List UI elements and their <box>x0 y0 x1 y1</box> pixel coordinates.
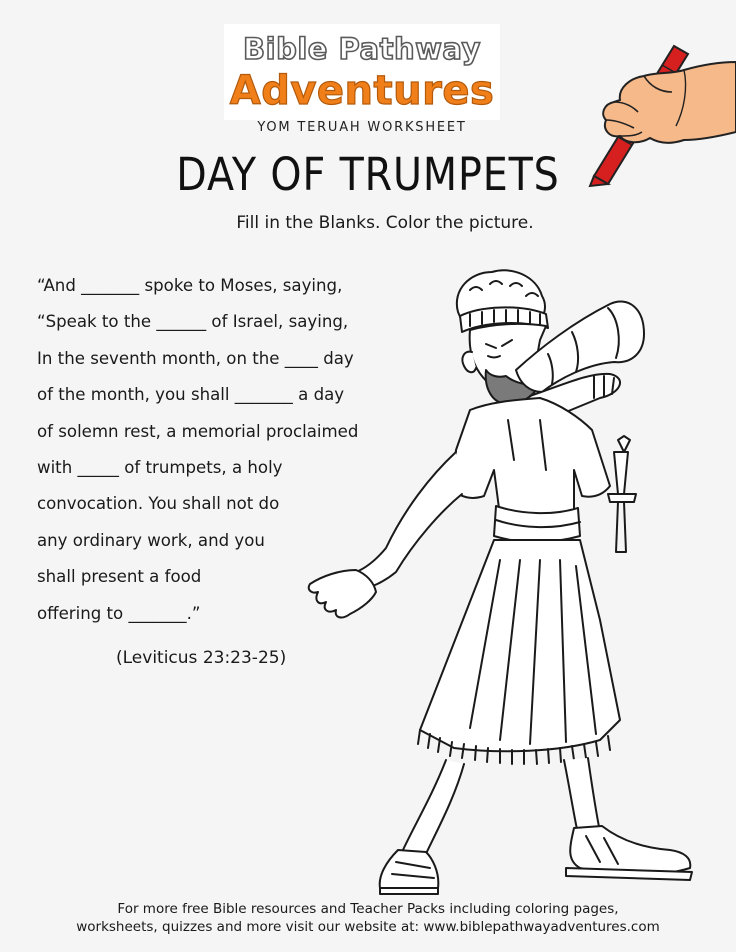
footer <box>0 900 736 936</box>
worksheet-subtitle: YOM TERUAH WORKSHEET <box>257 120 467 135</box>
footer-line-2: worksheets, quizzes and more visit our website at: www.biblepathwayadventures.com <box>76 919 660 935</box>
verse-line: offering to _______.” <box>37 603 201 623</box>
verse-line: “And _______ spoke to Moses, saying, <box>37 276 343 295</box>
sword <box>614 452 628 494</box>
right-sandal <box>570 826 690 875</box>
verse-line: with _____ of trumpets, a holy <box>37 457 283 477</box>
verse-line: shall present a food <box>37 567 202 587</box>
verse-reference: (Leviticus 23:23-25) <box>116 648 287 668</box>
skirt <box>420 540 620 751</box>
page-title: DAY OF TRUMPETS <box>176 148 560 201</box>
verse-line: any ordinary work, and you <box>37 530 265 550</box>
footer-line-1: For more free Bible resources and Teacher Packs including coloring pages, <box>117 901 619 917</box>
verse-line: of the month, you shall _______ a day <box>37 385 345 405</box>
left-hand <box>309 570 376 617</box>
logo-text-top: Bible Pathway <box>243 32 481 66</box>
instructions: Fill in the Blanks. Color the picture. <box>236 213 534 233</box>
left-sandal <box>380 850 439 888</box>
logo-text-bottom: Adventures <box>229 68 495 114</box>
verse-line: convocation. You shall not do <box>37 494 280 514</box>
tunic <box>452 398 610 520</box>
verse-line: “Speak to the ______ of Israel, saying, <box>37 312 349 332</box>
verse-line: of solemn rest, a memorial proclaimed <box>37 421 359 441</box>
verse-line: In the seventh month, on the ____ day <box>37 348 354 368</box>
